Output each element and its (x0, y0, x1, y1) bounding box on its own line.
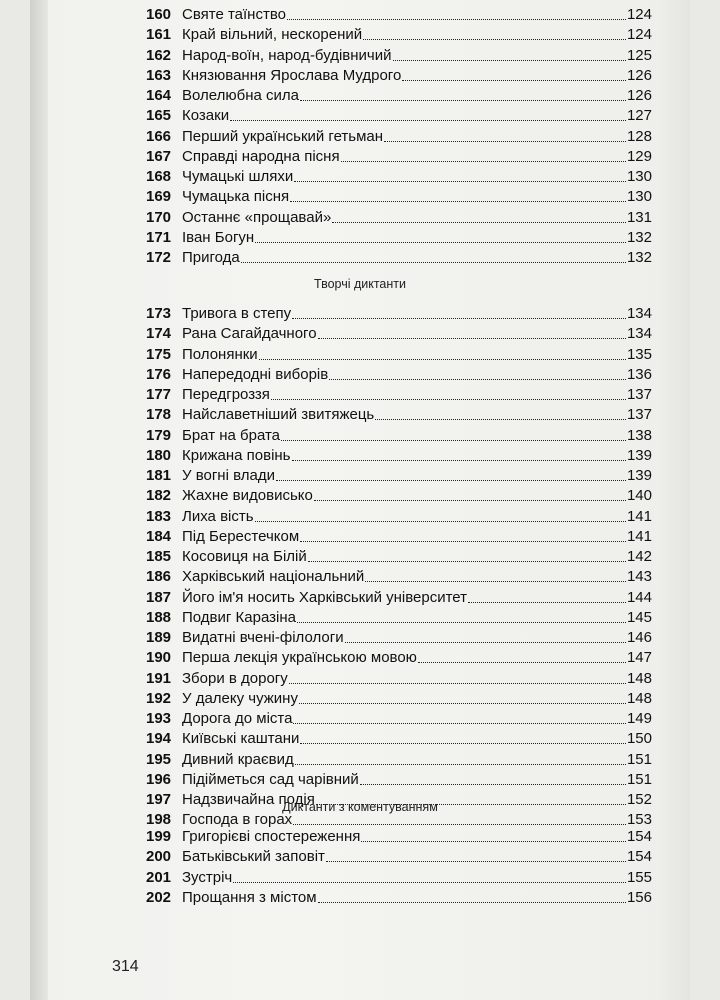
toc-entry[interactable] (146, 887, 652, 907)
toc-entry[interactable] (146, 445, 652, 465)
entry-number: 191 (146, 669, 172, 687)
entry-page-number: 149 (626, 710, 652, 727)
entry-page-number: 139 (626, 467, 652, 484)
dot-leader (361, 841, 626, 842)
entry-title: Дивний краєвид (182, 750, 294, 768)
entry-page-number: 128 (626, 127, 652, 145)
entry-number: 160 (146, 6, 172, 23)
dot-leader (295, 764, 626, 765)
toc-entry[interactable] (146, 485, 652, 505)
entry-title: У далеку чужину (182, 689, 298, 707)
entry-title: Найславетніший звитяжець (182, 406, 375, 424)
toc-entry[interactable] (146, 105, 652, 125)
entry-number: 172 (146, 249, 172, 266)
entry-title: Подвиг Каразіна (182, 608, 296, 626)
entry-number: 181 (146, 467, 172, 484)
entry-number: 188 (146, 608, 172, 626)
entry-page-number: 136 (626, 365, 652, 383)
toc-entry[interactable] (146, 708, 652, 728)
entry-title: Дорога до міста (182, 710, 293, 727)
entry-number: 179 (146, 426, 172, 444)
entry-page-number: 154 (626, 848, 652, 866)
dot-leader (276, 480, 626, 481)
entry-page-number: 143 (626, 568, 652, 586)
dot-leader (293, 723, 626, 724)
toc-entry[interactable] (146, 186, 652, 206)
dot-leader (402, 80, 626, 81)
toc-entry[interactable] (146, 45, 652, 65)
toc-entry[interactable] (146, 344, 652, 364)
dot-leader (318, 902, 626, 903)
toc-entry[interactable] (146, 404, 652, 424)
entry-page-number: 134 (626, 305, 652, 322)
toc-entry[interactable] (146, 607, 652, 627)
toc-entry[interactable] (146, 166, 652, 186)
dot-leader (329, 379, 626, 380)
dot-leader (418, 662, 626, 663)
dot-leader (360, 784, 626, 785)
dot-leader (318, 338, 626, 339)
entry-number: 175 (146, 345, 172, 363)
entry-page-number: 124 (626, 26, 652, 44)
entry-page-number: 148 (626, 669, 652, 687)
entry-title: Чумацька пісня (182, 188, 290, 206)
dot-leader (292, 318, 626, 319)
entry-number: 170 (146, 208, 172, 226)
entry-number: 201 (146, 868, 172, 886)
entry-number: 186 (146, 568, 172, 586)
dot-leader (271, 399, 626, 400)
entry-page-number: 151 (626, 750, 652, 768)
entry-title: Перша лекція українською мовою (182, 649, 417, 667)
entry-title: Князювання Ярослава Мудрого (182, 66, 402, 84)
toc-entry[interactable] (146, 749, 652, 769)
entry-number: 184 (146, 527, 172, 545)
dot-leader (365, 581, 626, 582)
entry-title: Напередодні виборів (182, 365, 329, 383)
dot-leader (255, 242, 626, 243)
dot-leader (300, 743, 626, 744)
entry-page-number: 141 (626, 527, 652, 545)
entry-page-number: 138 (626, 426, 652, 444)
toc-entry[interactable] (146, 769, 652, 789)
toc-entry[interactable] (146, 546, 652, 566)
entry-number: 165 (146, 107, 172, 125)
dot-leader (290, 201, 626, 202)
entry-number: 171 (146, 228, 172, 246)
entry-number: 190 (146, 649, 172, 667)
entry-title: Полонянки (182, 345, 258, 363)
entry-title: Харківський національний (182, 568, 365, 586)
toc-entry[interactable] (146, 384, 652, 404)
entry-number: 166 (146, 127, 172, 145)
entry-page-number: 132 (626, 249, 652, 266)
toc-entry[interactable] (146, 526, 652, 546)
entry-number: 162 (146, 46, 172, 64)
toc-entry[interactable] (146, 668, 652, 688)
toc-entry[interactable] (146, 566, 652, 586)
entry-page-number: 126 (626, 66, 652, 84)
dot-leader (341, 161, 626, 162)
dot-leader (308, 561, 626, 562)
toc-entry[interactable] (146, 146, 652, 166)
entry-title: Пригода (182, 249, 240, 266)
entry-number: 164 (146, 87, 172, 104)
dot-leader (299, 703, 626, 704)
entry-number: 192 (146, 689, 172, 707)
entry-title: Перший український гетьман (182, 127, 384, 145)
entry-number: 193 (146, 710, 172, 727)
entry-title: Батьківський заповіт (182, 848, 325, 866)
entry-page-number: 145 (626, 608, 652, 626)
entry-title: У вогні влади (182, 467, 275, 484)
toc-entry[interactable] (146, 688, 652, 708)
entry-title: Зустріч (182, 868, 233, 886)
entry-number: 173 (146, 305, 172, 322)
toc-entry[interactable] (146, 627, 652, 647)
entry-page-number: 126 (626, 87, 652, 104)
dot-leader (230, 120, 626, 121)
entry-page-number: 124 (626, 6, 652, 23)
entry-page-number: 146 (626, 629, 652, 646)
dot-leader (241, 262, 626, 263)
entry-number: 178 (146, 406, 172, 424)
entry-title: Справді народна пісня (182, 147, 340, 165)
entry-page-number: 139 (626, 446, 652, 464)
dot-leader (314, 500, 626, 501)
dot-leader (300, 100, 626, 101)
entry-page-number: 142 (626, 548, 652, 565)
entry-title: Святе таїнство (182, 6, 286, 23)
entry-title: Чумацькі шляхи (182, 168, 294, 185)
entry-page-number: 144 (626, 588, 652, 606)
entry-page-number: 150 (626, 730, 652, 748)
entry-title: Видатні вчені-філологи (182, 629, 344, 646)
dot-leader (345, 642, 626, 643)
entry-number: 176 (146, 365, 172, 383)
dot-leader (384, 141, 626, 142)
entry-page-number: 152 (626, 791, 652, 808)
toc-entry[interactable] (146, 303, 652, 323)
entry-page-number: 131 (626, 208, 652, 226)
entry-title: Передгроззя (182, 386, 270, 403)
entry-title: Прощання з містом (182, 888, 317, 906)
entry-number: 185 (146, 548, 172, 565)
entry-number: 199 (146, 828, 172, 845)
toc-entry[interactable] (146, 846, 652, 866)
toc-entry[interactable] (146, 207, 652, 227)
entry-page-number: 147 (626, 649, 652, 667)
entry-page-number: 132 (626, 228, 652, 246)
toc-entry[interactable] (146, 647, 652, 667)
dot-leader (332, 222, 626, 223)
entry-title: Його ім'я носить Харківський університет (182, 588, 468, 606)
toc-entry[interactable] (146, 85, 652, 105)
entry-title: Рана Сагайдачного (182, 325, 317, 343)
toc-entry[interactable] (146, 323, 652, 343)
entry-page-number: 129 (626, 147, 652, 165)
toc-entry[interactable] (146, 126, 652, 146)
entry-number: 183 (146, 507, 172, 525)
entry-title: Іван Богун (182, 228, 255, 246)
entry-number: 180 (146, 446, 172, 464)
toc-entry[interactable] (146, 587, 652, 607)
entry-page-number: 140 (626, 487, 652, 505)
toc-entry[interactable] (146, 826, 652, 846)
dot-leader (363, 39, 626, 40)
dot-leader (233, 882, 626, 883)
entry-number: 177 (146, 386, 172, 403)
entry-page-number: 154 (626, 828, 652, 845)
entry-page-number: 137 (626, 406, 652, 424)
dot-leader (294, 181, 626, 182)
entry-title: Надзвичайна подія (182, 791, 315, 808)
entry-title: Крижана повінь (182, 446, 291, 464)
entry-page-number: 134 (626, 325, 652, 343)
entry-number: 174 (146, 325, 172, 343)
entry-page-number: 141 (626, 507, 652, 525)
entry-title: Під Берестечком (182, 527, 300, 545)
dot-leader (326, 861, 626, 862)
section-heading: Творчі диктанти (313, 277, 406, 291)
toc-entry[interactable] (146, 24, 652, 44)
toc-entry[interactable] (146, 65, 652, 85)
entry-number: 167 (146, 147, 172, 165)
entry-number: 163 (146, 66, 172, 84)
entry-page-number: 148 (626, 689, 652, 707)
entry-title: Жахне видовисько (182, 487, 313, 505)
entry-number: 198 (146, 811, 172, 829)
dot-leader (297, 622, 626, 623)
entry-title: Косовиця на Білій (182, 548, 307, 565)
entry-title: Господа в горах (182, 811, 293, 829)
dot-leader (287, 19, 626, 20)
entry-page-number: 153 (626, 811, 652, 829)
toc-entry[interactable] (146, 465, 652, 485)
dot-leader (292, 460, 626, 461)
dot-leader (300, 541, 626, 542)
entry-page-number: 130 (626, 188, 652, 206)
toc-entry[interactable] (146, 867, 652, 887)
entry-page-number: 137 (626, 386, 652, 403)
section-heading: Диктанти з коментуванням (282, 800, 438, 814)
entry-number: 202 (146, 888, 172, 906)
toc-entry[interactable] (146, 728, 652, 748)
entry-title: Підійметься сад чарівний (182, 770, 359, 788)
entry-number: 195 (146, 750, 172, 768)
entry-title: Лиха вість (182, 507, 254, 525)
entry-number: 187 (146, 588, 172, 606)
toc-entry[interactable] (146, 364, 652, 384)
entry-title: Григорієві спостереження (182, 828, 361, 845)
toc-entry[interactable] (146, 425, 652, 445)
dot-leader (255, 521, 626, 522)
entry-title: Київські каштани (182, 730, 300, 748)
entry-page-number: 135 (626, 345, 652, 363)
entry-title: Народ-воїн, народ-будівничий (182, 46, 392, 64)
dot-leader (375, 419, 626, 420)
dot-leader (259, 359, 626, 360)
entry-number: 197 (146, 791, 172, 808)
dot-leader (281, 440, 626, 441)
toc-entry[interactable] (146, 506, 652, 526)
entry-title: Край вільний, нескорений (182, 26, 363, 44)
entry-title: Брат на брата (182, 426, 281, 444)
dot-leader (393, 60, 626, 61)
entry-number: 182 (146, 487, 172, 505)
entry-title: Тривога в степу (182, 305, 292, 322)
entry-page-number: 125 (626, 46, 652, 64)
entry-page-number: 156 (626, 888, 652, 906)
entry-page-number: 130 (626, 168, 652, 185)
entry-title: Останнє «прощавай» (182, 208, 332, 226)
entry-number: 161 (146, 26, 172, 44)
entry-number: 200 (146, 848, 172, 866)
entry-page-number: 127 (626, 107, 652, 125)
entry-number: 196 (146, 770, 172, 788)
page-number-footer: 314 (112, 958, 139, 975)
entry-number: 168 (146, 168, 172, 185)
dot-leader (289, 683, 626, 684)
toc-entry[interactable] (146, 247, 652, 267)
entry-page-number: 155 (626, 868, 652, 886)
toc-entry[interactable] (146, 227, 652, 247)
entry-number: 194 (146, 730, 172, 748)
entry-title: Волелюбна сила (182, 87, 299, 104)
entry-title: Збори в дорогу (182, 669, 288, 687)
entry-number: 169 (146, 188, 172, 206)
toc-entry[interactable] (146, 4, 652, 24)
entry-number: 189 (146, 629, 172, 646)
dot-leader (468, 602, 626, 603)
entry-page-number: 151 (626, 770, 652, 788)
entry-title: Козаки (182, 107, 230, 125)
